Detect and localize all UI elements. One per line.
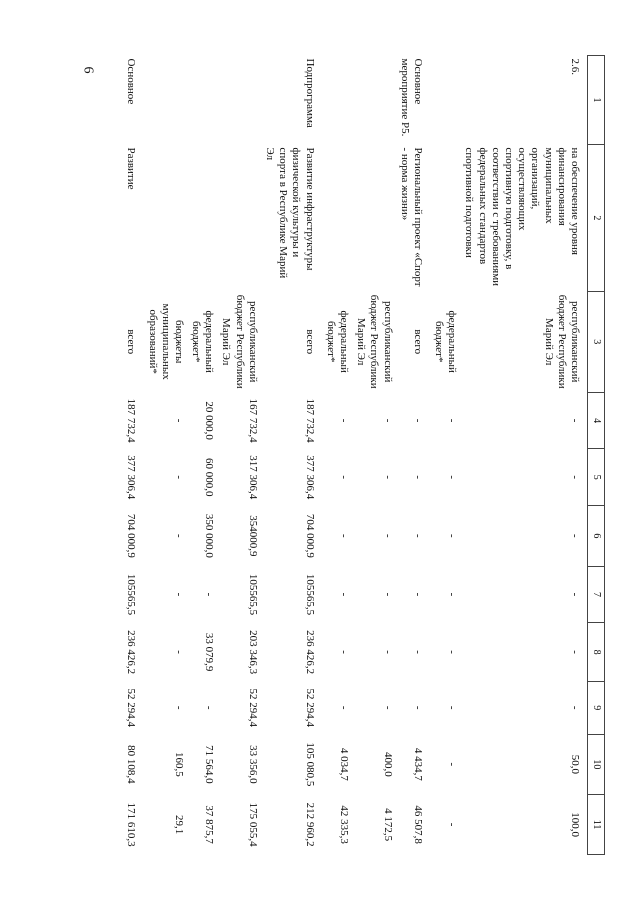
cell-col-7: - xyxy=(338,592,350,597)
table-body xyxy=(122,56,587,855)
cell-col-5: - xyxy=(338,475,350,480)
cell-col-10: 4 434,7 xyxy=(411,747,424,781)
cell-col-8: - xyxy=(338,650,350,654)
table-row xyxy=(322,56,352,855)
cell-col-8: - xyxy=(381,650,394,654)
cell-col-6: - xyxy=(411,534,424,538)
cell-col-7: - xyxy=(446,592,459,597)
cell-col-5: - xyxy=(172,475,185,480)
cell-col-6: - xyxy=(381,534,394,538)
cell-col-1 xyxy=(352,56,396,145)
cell-col-10: 105 080,5 xyxy=(303,742,316,787)
cell-col-2: Региональный проект «Спорт - норма жизни» xyxy=(398,147,424,287)
cell-col-6: 350 000,0 xyxy=(203,513,216,558)
cell-col-2: на обеспечение уровня финансирования муниципальных организаций, осуществляющих спортивную подготовку, в соответствии с требованиями федеральных стандартов спортивной подготовки xyxy=(463,147,581,287)
cell-col-4: - xyxy=(381,418,394,423)
cell-col-4: - xyxy=(569,418,581,423)
cell-col-10: 160,5 xyxy=(172,752,185,777)
cell-col-2 xyxy=(187,145,217,292)
cell-col-8: - xyxy=(569,650,581,654)
cell-col-5: - xyxy=(381,475,394,480)
cell-col-3: республиканский бюджет Республики Марий Эл xyxy=(220,294,259,389)
cell-col-5: 377 306,4 xyxy=(303,455,316,500)
table-row xyxy=(261,56,322,855)
cell-col-7: - xyxy=(381,592,394,597)
cell-col-4: - xyxy=(411,418,424,423)
cell-col-11: 171 610,3 xyxy=(125,802,138,847)
cell-col-11: 212 960,2 xyxy=(303,802,316,847)
cell-col-2 xyxy=(143,145,187,292)
cell-col-11: 29,1 xyxy=(172,814,185,835)
cell-col-6: 704 000,9 xyxy=(303,513,316,558)
cell-col-8: - xyxy=(172,650,185,654)
header-row xyxy=(588,56,605,855)
cell-col-7: 105565,5 xyxy=(246,573,259,616)
cell-col-11: 46 507,8 xyxy=(411,805,424,844)
table-row xyxy=(217,56,261,855)
page-number: 6 xyxy=(80,66,96,74)
cell-col-1: Основное xyxy=(125,58,138,105)
table-row xyxy=(352,56,396,855)
cell-col-6: - xyxy=(338,534,350,538)
cell-col-10: 4 034,7 xyxy=(338,747,350,781)
budget-table xyxy=(122,55,605,855)
cell-col-10: - xyxy=(446,762,459,767)
cell-col-3: республиканский бюджет Республики Марий Эл xyxy=(542,294,581,389)
cell-col-8: 203 346,3 xyxy=(246,630,259,675)
cell-col-9: - xyxy=(569,705,581,710)
table-row xyxy=(430,56,460,855)
cell-col-3: федеральный бюджет* xyxy=(324,310,350,373)
cell-col-1: Основное мероприятие Р5. xyxy=(398,58,424,137)
cell-col-3: республиканский бюджет Республики Марий Эл xyxy=(355,294,394,389)
cell-col-2 xyxy=(217,145,261,292)
rotated-table-container xyxy=(35,55,605,855)
cell-col-6: - xyxy=(569,534,581,538)
cell-col-5: - xyxy=(411,475,424,480)
cell-col-8: 33 079,9 xyxy=(203,632,216,672)
cell-col-7: 105565,5 xyxy=(125,573,138,616)
cell-col-2 xyxy=(430,145,460,292)
cell-col-6: - xyxy=(446,534,459,538)
column-header-7: 7 xyxy=(588,566,605,623)
column-header-8: 8 xyxy=(588,623,605,682)
cell-col-3: всего xyxy=(303,329,316,355)
cell-col-9: - xyxy=(446,705,459,710)
cell-col-8: 236 426,2 xyxy=(125,630,138,675)
cell-col-3: всего xyxy=(125,329,138,355)
cell-col-7: - xyxy=(172,592,185,597)
cell-col-4: 20 000,0 xyxy=(203,401,216,440)
cell-col-11: 42 335,3 xyxy=(338,805,350,844)
cell-col-9: 52 294,4 xyxy=(125,688,138,727)
cell-col-5: 60 000,0 xyxy=(203,457,216,497)
cell-col-9: 52 294,4 xyxy=(303,688,316,727)
cell-col-2 xyxy=(322,145,352,292)
cell-col-4: - xyxy=(172,418,185,423)
cell-col-6: 354000,9 xyxy=(246,515,259,557)
cell-col-5: 317 306,4 xyxy=(246,455,259,500)
cell-col-9: - xyxy=(338,705,350,710)
cell-col-11: 4 172,5 xyxy=(381,808,394,842)
cell-col-10: 71 564,0 xyxy=(203,745,216,784)
cell-col-9: 52 294,4 xyxy=(246,688,259,727)
table-row xyxy=(122,56,143,855)
column-header-11: 11 xyxy=(588,795,605,855)
cell-col-10: 80 108,4 xyxy=(125,745,138,784)
column-header-6: 6 xyxy=(588,506,605,567)
cell-col-9: - xyxy=(172,705,185,710)
cell-col-4: - xyxy=(446,418,459,423)
cell-col-3: федеральный бюджет* xyxy=(433,310,459,373)
cell-col-9: - xyxy=(411,705,424,710)
cell-col-3: федеральный бюджет* xyxy=(190,310,216,373)
cell-col-8: - xyxy=(446,650,459,654)
cell-col-11: 175 055,4 xyxy=(246,802,259,847)
cell-col-1: 2.6. xyxy=(569,58,581,75)
cell-col-7: 105565,5 xyxy=(303,573,316,616)
column-header-3: 3 xyxy=(588,291,605,392)
cell-col-1 xyxy=(322,56,352,145)
cell-col-8: - xyxy=(411,650,424,654)
cell-col-9: - xyxy=(203,705,216,710)
cell-col-10: 50,0 xyxy=(569,754,581,774)
cell-col-7: - xyxy=(411,592,424,597)
cell-col-3: бюджеты муниципальных образований* xyxy=(146,303,185,380)
cell-col-1 xyxy=(187,56,217,145)
cell-col-8: 236 426,2 xyxy=(303,630,316,675)
cell-col-9: - xyxy=(381,705,394,710)
cell-col-2: Развитие инфраструктуры физической культуры и спорта в Республике Марий Эл xyxy=(264,147,316,279)
cell-col-6: - xyxy=(172,534,185,538)
cell-col-4: 187 732,4 xyxy=(303,398,316,443)
cell-col-2 xyxy=(352,145,396,292)
cell-col-10: 400,0 xyxy=(381,752,394,777)
cell-col-3: всего xyxy=(411,329,424,355)
cell-col-1: Подпрограмма xyxy=(303,58,316,128)
cell-col-7: - xyxy=(569,592,581,597)
column-header-10: 10 xyxy=(588,734,605,795)
table-row xyxy=(396,56,430,855)
column-header-2: 2 xyxy=(588,145,605,292)
cell-col-11: 100,0 xyxy=(569,812,581,837)
cell-col-11: 37 875,7 xyxy=(203,805,216,844)
column-header-9: 9 xyxy=(588,681,605,734)
table-row xyxy=(187,56,217,855)
column-header-4: 4 xyxy=(588,392,605,449)
cell-col-4: 167 732,4 xyxy=(246,398,259,443)
cell-col-6: 704 000,9 xyxy=(125,513,138,558)
cell-col-10: 33 356,0 xyxy=(246,745,259,784)
cell-col-1 xyxy=(217,56,261,145)
cell-col-4: - xyxy=(338,418,350,423)
cell-col-5: - xyxy=(446,475,459,480)
cell-col-7: - xyxy=(203,592,216,597)
cell-col-4: 187 732,4 xyxy=(125,398,138,443)
column-header-1: 1 xyxy=(588,56,605,145)
cell-col-2: Развитие xyxy=(125,147,138,190)
column-header-5: 5 xyxy=(588,449,605,506)
table-row xyxy=(143,56,187,855)
cell-col-1 xyxy=(430,56,460,145)
cell-col-5: - xyxy=(569,475,581,480)
cell-col-11: - xyxy=(446,822,459,827)
cell-col-5: 377 306,4 xyxy=(125,455,138,500)
table-row xyxy=(460,56,587,855)
cell-col-1 xyxy=(143,56,187,145)
